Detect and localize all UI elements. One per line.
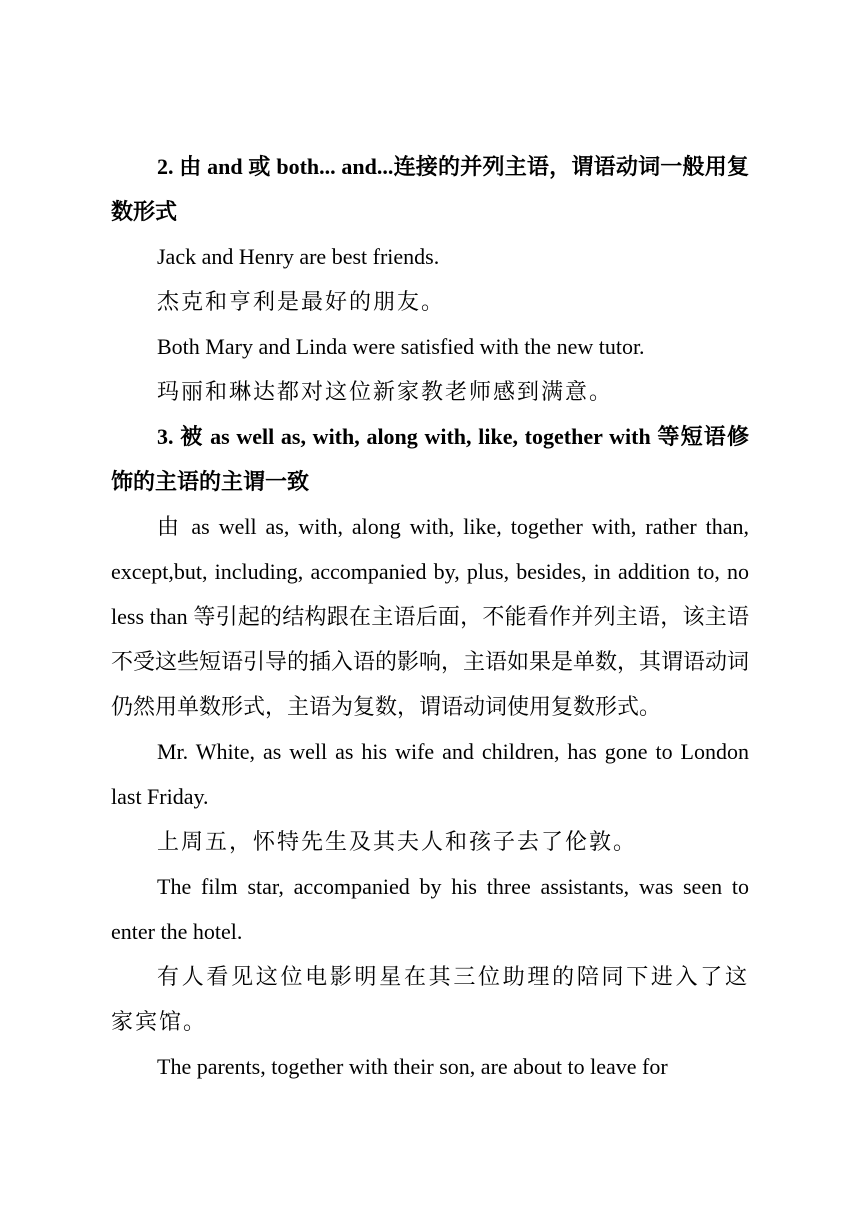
section-heading-3: 3. 被 as well as, with, along with, like, together with 等短语修饰的主语的主谓一致 [111, 424, 749, 494]
example-sentence-en: Jack and Henry are best friends. [157, 244, 440, 269]
example-sentence-en: The parents, together with their son, are about to leave for [157, 1054, 668, 1079]
example-sentence-zh: 有人看见这位电影明星在其三位助理的陪同下进入了这家宾馆。 [111, 964, 749, 1034]
example-sentence-en: Both Mary and Linda were satisfied with the new tutor. [157, 334, 645, 359]
example-sentence-zh: 上周五，怀特先生及其夫人和孩子去了伦敦。 [157, 829, 638, 854]
example-sentence-zh: 杰克和亨利是最好的朋友。 [157, 289, 446, 314]
example-sentence-en: The film star, accompanied by his three assistants, was seen to enter the hotel. [111, 874, 749, 944]
explanation-paragraph: 由 as well as, with, along with, like, together with, rather than, except,but, including, accompanied by, plus, besides, in addition to, no less than 等引起的结构跟在主语后面，不能看作并列主语，该主语不受这些短语引导的插入语的影响，主语如果是单数，其谓语动词仍然用单数形式，主语为复数，谓语动词使用复数形式。 [111, 514, 750, 719]
example-sentence-en: Mr. White, as well as his wife and children, has gone to London last Friday. [111, 739, 749, 809]
example-sentence-zh: 玛丽和琳达都对这位新家教老师感到满意。 [157, 379, 614, 404]
document-page [111, 144, 749, 1089]
section-heading-2: 2. 由 and 或 both... and...连接的并列主语，谓语动词一般用复数形式 [111, 154, 749, 224]
